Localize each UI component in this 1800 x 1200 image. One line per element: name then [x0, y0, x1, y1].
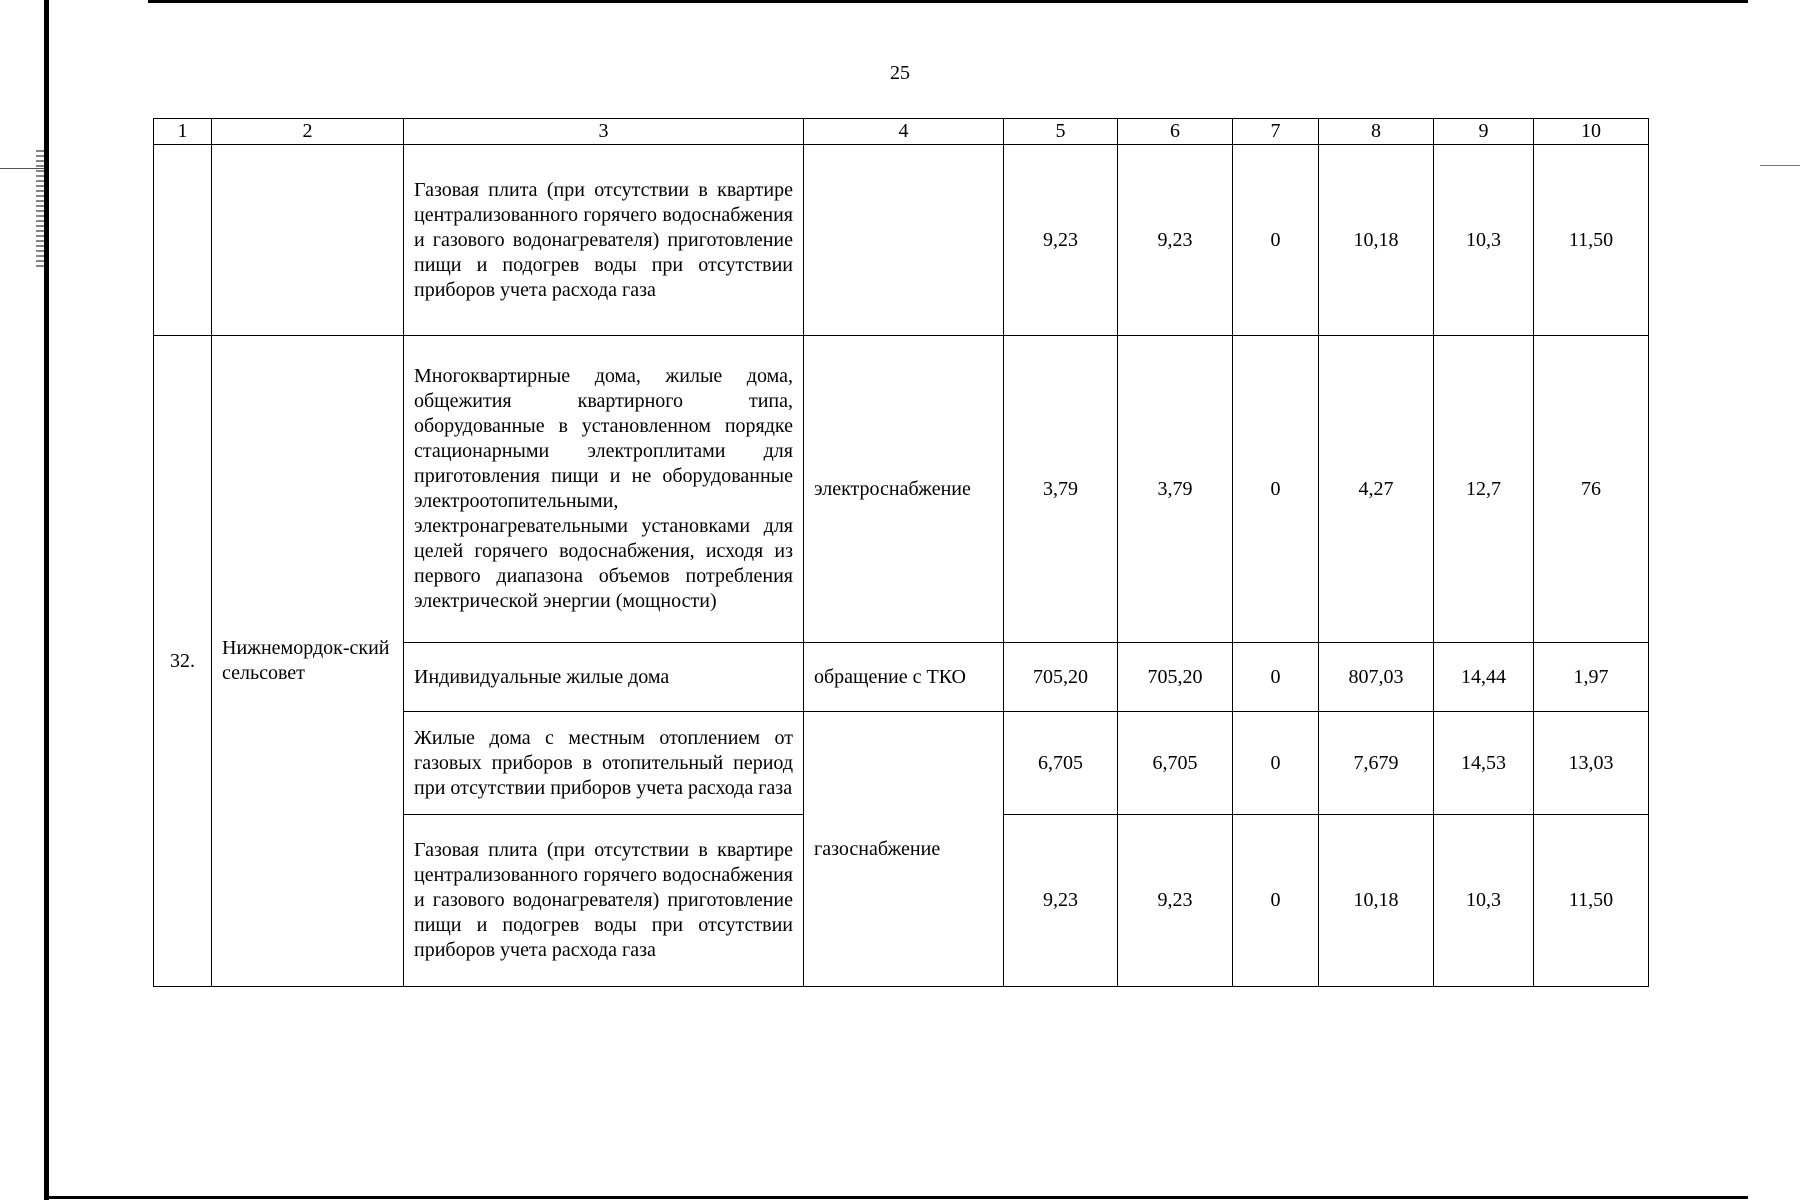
page-number: 25 [890, 62, 910, 84]
value-cell: 705,20 [1004, 643, 1118, 712]
settlement-cell: Нижнемордок-ский сельсовет [212, 336, 404, 987]
row-number-cell: 32. [154, 336, 212, 987]
value-cell: 0 [1233, 145, 1319, 336]
header-cell: 9 [1434, 119, 1534, 145]
value-cell: 807,03 [1319, 643, 1434, 712]
left-margin-mark [0, 168, 44, 169]
value-cell: 10,3 [1434, 145, 1534, 336]
value-cell: 705,20 [1118, 643, 1233, 712]
value-cell: 9,23 [1004, 145, 1118, 336]
bottom-border-line [44, 1196, 1748, 1199]
description-cell: Многоквартирные дома, жилые дома, общежития квартирного типа, оборудованные в установленном порядке стационарными электроплитами для приготовления пищи и не оборудованные электроотопительными, электронагревательными установками для целей горячего водоснабжения, исходя из первого диапазона объемов потребления электрической энергии (мощности) [404, 336, 804, 643]
value-cell: 1,97 [1534, 643, 1649, 712]
value-cell: 11,50 [1534, 815, 1649, 987]
header-cell: 7 [1233, 119, 1319, 145]
header-cell: 6 [1118, 119, 1233, 145]
table-header-row [154, 119, 1649, 145]
table-row [154, 145, 1649, 336]
value-cell: 11,50 [1534, 145, 1649, 336]
top-border-line [148, 0, 1748, 3]
header-cell: 5 [1004, 119, 1118, 145]
header-cell: 4 [804, 119, 1004, 145]
left-border-line [44, 0, 49, 1200]
value-cell: 14,53 [1434, 712, 1534, 815]
value-cell: 7,679 [1319, 712, 1434, 815]
value-cell: 3,79 [1118, 336, 1233, 643]
value-cell: 0 [1233, 712, 1319, 815]
right-margin-mark [1760, 165, 1800, 166]
header-cell: 8 [1319, 119, 1434, 145]
tariff-table [153, 118, 1649, 987]
empty-cell [212, 145, 404, 336]
value-cell: 9,23 [1118, 815, 1233, 987]
description-cell: Жилые дома с местным отоплением от газовых приборов в отопительный период при отсутствии приборов учета расхода газа [404, 712, 804, 815]
description-cell: Газовая плита (при отсутствии в квартире централизованного горячего водоснабжения и газового водонагревателя) приготовление пищи и подогрев воды при отсутствии приборов учета расхода газа [404, 815, 804, 987]
value-cell: 10,18 [1319, 145, 1434, 336]
value-cell: 0 [1233, 336, 1319, 643]
value-cell: 12,7 [1434, 336, 1534, 643]
description-cell: Газовая плита (при отсутствии в квартире централизованного горячего водоснабжения и газового водонагревателя) приготовление пищи и подогрев воды при отсутствии приборов учета расхода газа [404, 145, 804, 336]
value-cell: 9,23 [1004, 815, 1118, 987]
service-cell: газоснабжение [804, 712, 1004, 987]
value-cell: 3,79 [1004, 336, 1118, 643]
value-cell: 6,705 [1004, 712, 1118, 815]
description-cell: Индивидуальные жилые дома [404, 643, 804, 712]
value-cell: 4,27 [1319, 336, 1434, 643]
service-cell: электроснабжение [804, 336, 1004, 643]
header-cell: 2 [212, 119, 404, 145]
value-cell: 76 [1534, 336, 1649, 643]
header-cell: 1 [154, 119, 212, 145]
value-cell: 13,03 [1534, 712, 1649, 815]
value-cell: 10,18 [1319, 815, 1434, 987]
value-cell: 14,44 [1434, 643, 1534, 712]
value-cell: 0 [1233, 643, 1319, 712]
service-cell: обращение с ТКО [804, 643, 1004, 712]
value-cell: 6,705 [1118, 712, 1233, 815]
value-cell: 10,3 [1434, 815, 1534, 987]
table-row [154, 336, 1649, 643]
empty-cell [804, 145, 1004, 336]
value-cell: 9,23 [1118, 145, 1233, 336]
header-cell: 3 [404, 119, 804, 145]
header-cell: 10 [1534, 119, 1649, 145]
empty-cell [154, 145, 212, 336]
value-cell: 0 [1233, 815, 1319, 987]
